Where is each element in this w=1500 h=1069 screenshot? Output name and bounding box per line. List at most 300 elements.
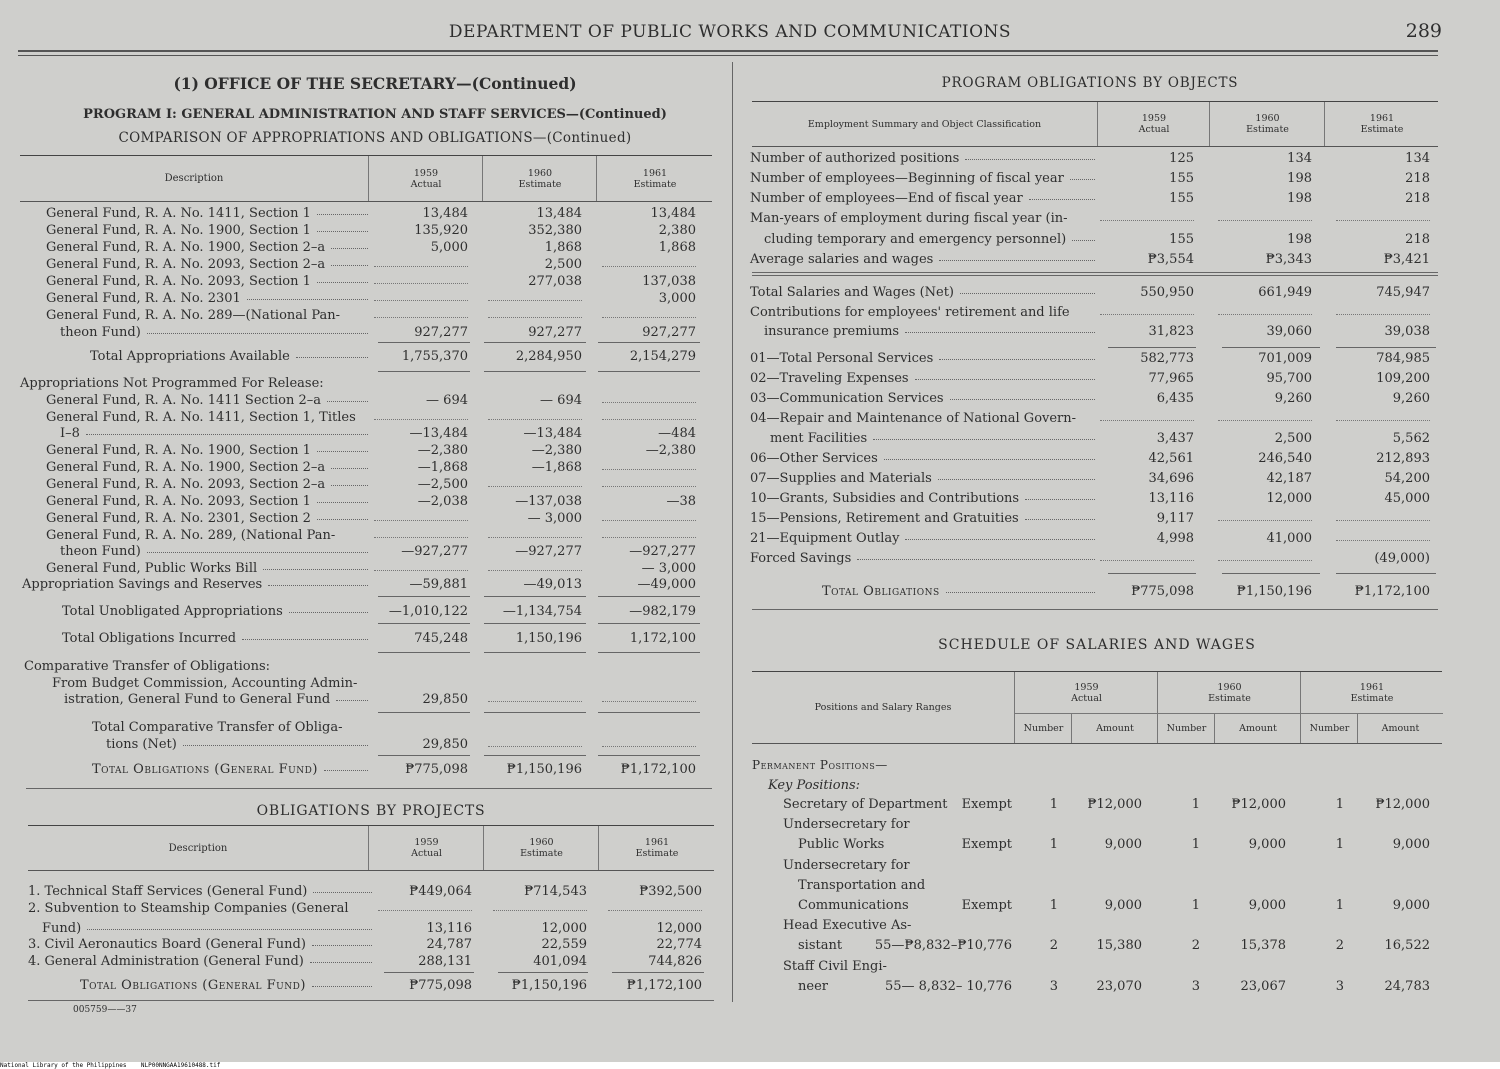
value-1960: 701,009: [1258, 351, 1312, 366]
value-1961: 784,985: [1376, 351, 1430, 366]
value-1960: 927,277: [528, 325, 582, 340]
col-1961: 1961 Estimate: [1324, 102, 1439, 146]
value-1960: [1218, 410, 1312, 421]
value-1961: [602, 691, 696, 702]
value-1961: — 3,000: [641, 561, 696, 576]
value-1961: [602, 527, 696, 538]
value-1959: [1100, 550, 1194, 561]
leader-dots: [946, 591, 1095, 593]
value-1961: —927,277: [629, 544, 696, 559]
row-description: General Fund, R. A. No. 2093, Section 1: [46, 273, 368, 290]
value-1960: 1,868: [544, 240, 582, 255]
row-description: Total Obligations (General Fund): [92, 761, 368, 778]
value-1959: 77,965: [1148, 371, 1194, 386]
value-1959: 155: [1169, 171, 1194, 186]
value-1960: 198: [1287, 191, 1312, 206]
value-1961: ₱1,172,100: [1354, 584, 1430, 599]
value-1960: [1218, 304, 1312, 315]
section-rule: [28, 1000, 714, 1001]
value-1959: ₱775,098: [409, 978, 472, 993]
value-1961: 9,260: [1392, 391, 1430, 406]
row-description: 4. General Administration (General Fund): [28, 953, 372, 970]
value-1961: ₱1,172,100: [626, 978, 702, 993]
leader-dots: [1029, 198, 1095, 200]
rule-line: [384, 972, 474, 973]
value-1959: 582,773: [1140, 351, 1194, 366]
schedule-a2: 9,000: [1248, 898, 1286, 913]
leader-dots: [86, 433, 368, 435]
leader-dots: [331, 467, 368, 469]
value-1960: 9,260: [1274, 391, 1312, 406]
not-programmed-label: Appropriations Not Programmed For Release:: [20, 376, 324, 391]
leader-dots: [317, 281, 368, 283]
value-1961: 54,200: [1384, 471, 1430, 486]
value-1961: —38: [666, 494, 696, 509]
value-1961: ₱1,172,100: [620, 762, 696, 777]
page-number: 289: [1405, 20, 1442, 42]
schedule-n3: 1: [1335, 898, 1344, 913]
leader-dots: [147, 551, 368, 553]
row-description: theon Fund): [60, 543, 368, 560]
sched-number-1959: Number: [1014, 714, 1072, 743]
value-1960: 1,150,196: [515, 631, 582, 646]
value-1961: 12,000: [656, 921, 702, 936]
schedule-n1: 1: [1049, 898, 1058, 913]
leader-dots: [905, 538, 1095, 540]
leader-dots: [939, 358, 1095, 360]
value-1959: —2,500: [417, 477, 468, 492]
schedule-n2: 3: [1191, 979, 1200, 994]
value-1959: [374, 256, 468, 267]
value-1960: 198: [1287, 171, 1312, 186]
value-1959: 288,131: [418, 954, 472, 969]
schedule-title: SCHEDULE OF SALARIES AND WAGES: [938, 637, 1256, 653]
value-1959: 155: [1169, 191, 1194, 206]
value-1960: 134: [1287, 151, 1312, 166]
schedule-n3: 1: [1335, 797, 1344, 812]
value-1961: —982,179: [629, 604, 696, 619]
value-1960: [493, 900, 587, 911]
col-1959: 1959 Actual: [368, 826, 484, 870]
value-1959: [1100, 304, 1194, 315]
schedule-a2: 23,067: [1240, 979, 1286, 994]
position-title: Staff Civil Engi-: [783, 959, 887, 974]
row-description: Total Appropriations Available: [90, 348, 368, 365]
value-1960: —927,277: [515, 544, 582, 559]
value-1959: [1100, 410, 1194, 421]
row-description: General Fund, R. A. No. 289—(National Pan-: [46, 308, 341, 323]
value-1959: 29,850: [422, 692, 468, 707]
schedule-a1: 9,000: [1104, 837, 1142, 852]
schedule-a3: 16,522: [1384, 938, 1430, 953]
rule-line: [598, 652, 700, 653]
sched-number-1960: Number: [1157, 714, 1215, 743]
row-description: insurance premiums: [764, 323, 1095, 340]
sched-col-1960: 1960 Estimate: [1157, 672, 1301, 714]
value-1960: [488, 307, 582, 318]
sched-amount-1960: Amount: [1214, 714, 1301, 743]
leader-dots: [312, 944, 372, 946]
leader-dots: [183, 744, 368, 746]
header-rule-2: [18, 55, 1438, 56]
row-description: 21—Equipment Outlay: [750, 530, 1095, 547]
value-1959: 3,437: [1156, 431, 1194, 446]
value-1961: [602, 476, 696, 487]
row-description: ment Facilities: [770, 430, 1095, 447]
value-1959: ₱3,554: [1147, 252, 1194, 267]
value-1961: ₱3,421: [1383, 252, 1430, 267]
value-1959: 34,696: [1148, 471, 1194, 486]
value-1960: —2,380: [531, 443, 582, 458]
value-1959: 1,755,370: [401, 349, 468, 364]
value-1961: 1,172,100: [629, 631, 696, 646]
schedule-a2: 15,378: [1240, 938, 1286, 953]
value-1959: [374, 560, 468, 571]
rule-line: [484, 596, 586, 597]
value-1960: [1218, 510, 1312, 521]
value-1961: [1336, 304, 1430, 315]
leader-dots: [324, 769, 368, 771]
leader-dots: [87, 928, 372, 930]
row-description: General Fund, R. A. No. 1411 Section 2–a: [46, 392, 368, 409]
value-1960: 12,000: [1266, 491, 1312, 506]
row-description: 02—Traveling Expenses: [750, 370, 1095, 387]
position-title: Communications: [798, 898, 909, 913]
value-1961: [1336, 210, 1430, 221]
sched-col-1959: 1959 Actual: [1014, 672, 1158, 714]
leader-dots: [331, 264, 368, 266]
value-1961: [602, 409, 696, 420]
value-1961: 3,000: [658, 291, 696, 306]
leader-dots: [247, 298, 368, 300]
value-1960: [1218, 210, 1312, 221]
schedule-a1: 9,000: [1104, 898, 1142, 913]
value-1961: 218: [1405, 171, 1430, 186]
leader-dots: [317, 213, 368, 215]
rule-line: [378, 342, 470, 343]
col-1960: 1960 Estimate: [1209, 102, 1325, 146]
value-1960: 2,500: [1274, 431, 1312, 446]
value-1959: ₱775,098: [1131, 584, 1194, 599]
row-description: General Fund, R. A. No. 2301: [46, 290, 368, 307]
value-1960: [488, 560, 582, 571]
value-1960: ₱1,150,196: [511, 978, 587, 993]
leader-dots: [312, 985, 372, 987]
value-1961: [602, 256, 696, 267]
leader-dots: [331, 247, 368, 249]
value-1960: 2,500: [544, 257, 582, 272]
schedule-n1: 1: [1049, 837, 1058, 852]
value-1959: 9,117: [1156, 511, 1194, 526]
section-rule: [26, 788, 712, 789]
schedule-a3: 24,783: [1384, 979, 1430, 994]
col-1960: 1960 Estimate: [483, 826, 599, 870]
row-description: 06—Other Services: [750, 450, 1095, 467]
col-positions: Positions and Salary Ranges: [814, 702, 952, 713]
value-1960: ₱1,150,196: [506, 762, 582, 777]
value-1960: [488, 290, 582, 301]
row-description: Number of employees—Beginning of fiscal year: [750, 170, 1095, 187]
value-1959: —2,038: [417, 494, 468, 509]
row-description: 10—Grants, Subsidies and Contributions: [750, 490, 1095, 507]
col-description: Employment Summary and Object Classification: [807, 118, 1042, 130]
leader-dots: [336, 699, 368, 701]
value-1961: [602, 392, 696, 403]
schedule-a2: ₱12,000: [1231, 797, 1286, 812]
salary-range: 55— 8,832– 10,776: [884, 979, 1012, 994]
value-1960: 41,000: [1266, 531, 1312, 546]
value-1959: 125: [1169, 151, 1194, 166]
leader-dots: [296, 356, 368, 358]
value-1961: 134: [1405, 151, 1430, 166]
row-description: General Fund, R. A. No. 2093, Section 2–a: [46, 256, 368, 273]
leader-dots: [310, 961, 372, 963]
schedule-a2: 9,000: [1248, 837, 1286, 852]
value-1961: —484: [658, 426, 696, 441]
objects-title: PROGRAM OBLIGATIONS BY OBJECTS: [941, 75, 1239, 91]
sched-col-1961: 1961 Estimate: [1300, 672, 1443, 714]
value-1961: 2,380: [658, 223, 696, 238]
rule-line: [1108, 347, 1196, 348]
leader-dots: [327, 400, 368, 402]
value-1959: —1,868: [417, 460, 468, 475]
value-1959: [374, 290, 468, 301]
col-description: Description: [164, 173, 224, 184]
value-1959: —1,010,122: [388, 604, 468, 619]
row-description: tions (Net): [106, 736, 368, 753]
value-1960: 246,540: [1258, 451, 1312, 466]
schedule-n3: 2: [1335, 938, 1344, 953]
section-rule: [752, 272, 1438, 273]
leader-dots: [938, 478, 1095, 480]
schedule-n1: 3: [1049, 979, 1058, 994]
header-rule: [18, 50, 1438, 52]
program-title: PROGRAM I: GENERAL ADMINISTRATION AND STAFF SERVICES—(Continued): [83, 107, 667, 122]
row-description: General Fund, R. A. No. 1900, Section 1: [46, 442, 368, 459]
row-description: General Fund, R. A. No. 2093, Section 2–a: [46, 476, 368, 493]
value-1960: [488, 527, 582, 538]
salary-range: Exempt: [961, 837, 1012, 852]
schedule-n2: 1: [1191, 797, 1200, 812]
value-1961: [1336, 510, 1430, 521]
row-description: I–8: [60, 425, 368, 442]
row-description: Total Obligations: [822, 583, 1095, 600]
leader-dots: [939, 259, 1095, 261]
schedule-n3: 3: [1335, 979, 1344, 994]
schedule-n2: 1: [1191, 898, 1200, 913]
value-1960: 352,380: [528, 223, 582, 238]
leader-dots: [905, 331, 1095, 333]
schedule-n2: 1: [1191, 837, 1200, 852]
rule-line: [612, 972, 704, 973]
row-description: Number of authorized positions: [750, 150, 1095, 167]
position-title: neer: [798, 979, 828, 994]
leader-dots: [317, 501, 368, 503]
value-1961: 22,774: [656, 937, 702, 952]
position-title: Public Works: [798, 837, 885, 852]
value-1960: — 3,000: [527, 511, 582, 526]
col-description: Description: [168, 842, 228, 854]
rule-line: [598, 712, 700, 713]
col-1960: 1960 Estimate: [482, 156, 597, 201]
value-1959: 29,850: [422, 737, 468, 752]
value-1960: —1,134,754: [502, 604, 582, 619]
value-1960: 39,060: [1266, 324, 1312, 339]
rule-line: [1222, 347, 1320, 348]
value-1961: [1336, 410, 1430, 421]
salary-range: Exempt: [961, 797, 1012, 812]
value-1959: 4,998: [1156, 531, 1194, 546]
schedule-a1: 23,070: [1096, 979, 1142, 994]
value-1960: 42,187: [1266, 471, 1312, 486]
permanent-positions-label: Permanent Positions—: [752, 758, 888, 772]
value-1959: —2,380: [417, 443, 468, 458]
schedule-table-header: [752, 671, 1442, 744]
scan-footer: [0, 1062, 1500, 1069]
row-description: istration, General Fund to General Fund: [64, 691, 368, 708]
col-1959: 1959 Actual: [368, 156, 483, 201]
leader-dots: [1070, 178, 1095, 180]
row-description: Appropriation Savings and Reserves: [22, 576, 368, 593]
leader-dots: [313, 891, 372, 893]
value-1959: 42,561: [1148, 451, 1194, 466]
schedule-n3: 1: [1335, 837, 1344, 852]
row-description: General Fund, R. A. No. 1900, Section 2–a: [46, 459, 368, 476]
leader-dots: [268, 584, 368, 586]
rule-line: [378, 596, 470, 597]
rule-line: [1336, 573, 1436, 574]
value-1961: 5,562: [1392, 431, 1430, 446]
row-description: General Fund, R. A. No. 1411, Section 1, Titles: [46, 410, 356, 425]
sched-amount-1959: Amount: [1071, 714, 1158, 743]
position-title: sistant: [798, 938, 843, 953]
rule-line: [484, 712, 586, 713]
value-1959: ₱775,098: [405, 762, 468, 777]
row-description: 3. Civil Aeronautics Board (General Fund): [28, 936, 372, 953]
position-title: Secretary of Department: [783, 797, 948, 812]
value-1960: 13,484: [536, 206, 582, 221]
value-1959: [374, 273, 468, 284]
value-1960: 95,700: [1266, 371, 1312, 386]
value-1961: 109,200: [1376, 371, 1430, 386]
projects-table-header: [28, 825, 714, 871]
value-1959: ₱449,064: [409, 884, 472, 899]
value-1959: [374, 409, 468, 420]
row-description: General Fund, Public Works Bill: [46, 560, 368, 577]
rule-line: [598, 596, 700, 597]
section-rule: [752, 609, 1438, 610]
row-description: Total Obligations (General Fund): [80, 977, 372, 994]
row-description: Number of employees—End of fiscal year: [750, 190, 1095, 207]
row-description: Total Obligations Incurred: [62, 630, 368, 647]
row-description: 1. Technical Staff Services (General Fund): [28, 883, 372, 900]
value-1960: ₱1,150,196: [1236, 584, 1312, 599]
rule-line: [378, 371, 470, 372]
rule-line: [484, 342, 586, 343]
value-1959: [374, 527, 468, 538]
value-1959: 135,920: [414, 223, 468, 238]
value-1961: —49,000: [637, 577, 696, 592]
rule-line: [498, 972, 588, 973]
value-1960: 22,559: [541, 937, 587, 952]
value-1961: 218: [1405, 191, 1430, 206]
row-description: Man-years of employment during fiscal year (in-: [750, 211, 1068, 226]
value-1960: 661,949: [1258, 285, 1312, 300]
col-1961: 1961 Estimate: [596, 156, 713, 201]
leader-dots: [960, 292, 1095, 294]
rule-line: [484, 371, 586, 372]
value-1961: 39,038: [1384, 324, 1430, 339]
row-description: 2. Subvention to Steamship Companies (General: [28, 901, 349, 916]
leader-dots: [1025, 498, 1095, 500]
value-1960: —137,038: [515, 494, 582, 509]
schedule-a3: 9,000: [1392, 898, 1430, 913]
value-1961: [602, 736, 696, 747]
schedule-a1: 15,380: [1096, 938, 1142, 953]
row-description: 04—Repair and Maintenance of National Govern-: [750, 411, 1077, 426]
transfer-line-1: From Budget Commission, Accounting Admin-: [52, 676, 358, 691]
projects-title: OBLIGATIONS BY PROJECTS: [256, 803, 486, 819]
value-1960: ₱3,343: [1265, 252, 1312, 267]
value-1959: [374, 510, 468, 521]
rule-line: [484, 755, 586, 756]
rule-line: [378, 623, 470, 624]
value-1961: (49,000): [1374, 551, 1430, 566]
value-1961: [608, 900, 702, 911]
value-1959: [374, 307, 468, 318]
schedule-n1: 2: [1049, 938, 1058, 953]
value-1961: 2,154,279: [629, 349, 696, 364]
value-1959: —59,881: [409, 577, 468, 592]
value-1961: 1,868: [658, 240, 696, 255]
value-1960: [1218, 550, 1312, 561]
leader-dots: [317, 230, 368, 232]
leader-dots: [289, 611, 368, 613]
value-1960: [488, 691, 582, 702]
value-1959: 31,823: [1148, 324, 1194, 339]
column-divider: [732, 62, 733, 1002]
value-1959: 155: [1169, 232, 1194, 247]
comparison-title: COMPARISON OF APPROPRIATIONS AND OBLIGATIONS—(Continued): [118, 130, 632, 146]
transfer-total-line-1: Total Comparative Transfer of Obliga-: [92, 720, 343, 735]
comparison-table-header: [20, 155, 712, 202]
value-1960: 198: [1287, 232, 1312, 247]
rule-line: [484, 652, 586, 653]
rule-line: [1108, 573, 1196, 574]
row-description: theon Fund): [60, 324, 368, 341]
schedule-a1: ₱12,000: [1087, 797, 1142, 812]
value-1961: 212,893: [1376, 451, 1430, 466]
value-1961: [1336, 530, 1430, 541]
value-1960: [488, 409, 582, 420]
schedule-a3: ₱12,000: [1375, 797, 1430, 812]
value-1961: 744,826: [648, 954, 702, 969]
row-description: 15—Pensions, Retirement and Gratuities: [750, 510, 1095, 527]
sched-number-1961: Number: [1300, 714, 1358, 743]
leader-dots: [317, 518, 368, 520]
leader-dots: [1072, 239, 1095, 241]
footnote: 005759——37: [73, 1005, 137, 1015]
value-1959: 550,950: [1140, 285, 1194, 300]
rule-line: [378, 755, 470, 756]
rule-line: [378, 712, 470, 713]
row-description: General Fund, R. A. No. 2301, Section 2: [46, 510, 368, 527]
value-1961: 13,484: [650, 206, 696, 221]
leader-dots: [884, 458, 1095, 460]
rule-line: [598, 342, 700, 343]
leader-dots: [331, 484, 368, 486]
position-title: Undersecretary for: [783, 858, 910, 873]
